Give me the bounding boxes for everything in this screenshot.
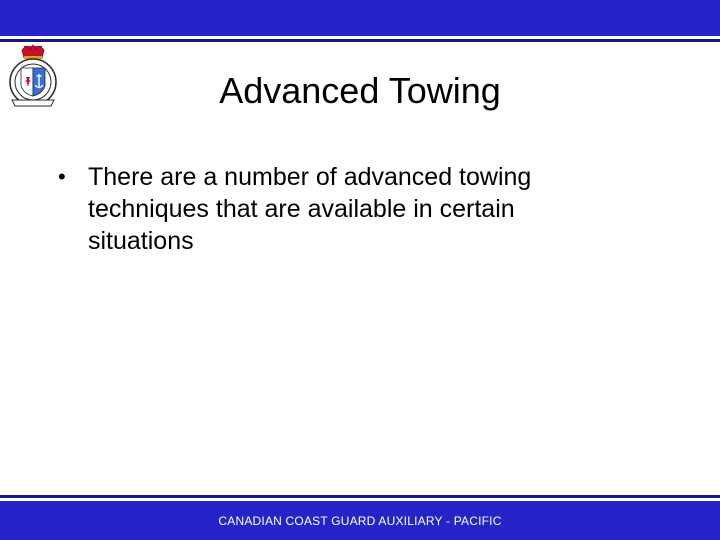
top-banner bbox=[0, 0, 720, 36]
bullet-item bbox=[56, 161, 616, 257]
bullet-list bbox=[56, 161, 616, 257]
top-divider-dark bbox=[0, 39, 720, 42]
bullet-text: There are a number of advanced towing techniques that are available in certain situations bbox=[88, 163, 532, 255]
footer-text: CANADIAN COAST GUARD AUXILIARY - PACIFIC bbox=[218, 514, 502, 528]
slide-title: Advanced Towing bbox=[219, 70, 501, 111]
bullet-symbol: • bbox=[58, 164, 66, 189]
